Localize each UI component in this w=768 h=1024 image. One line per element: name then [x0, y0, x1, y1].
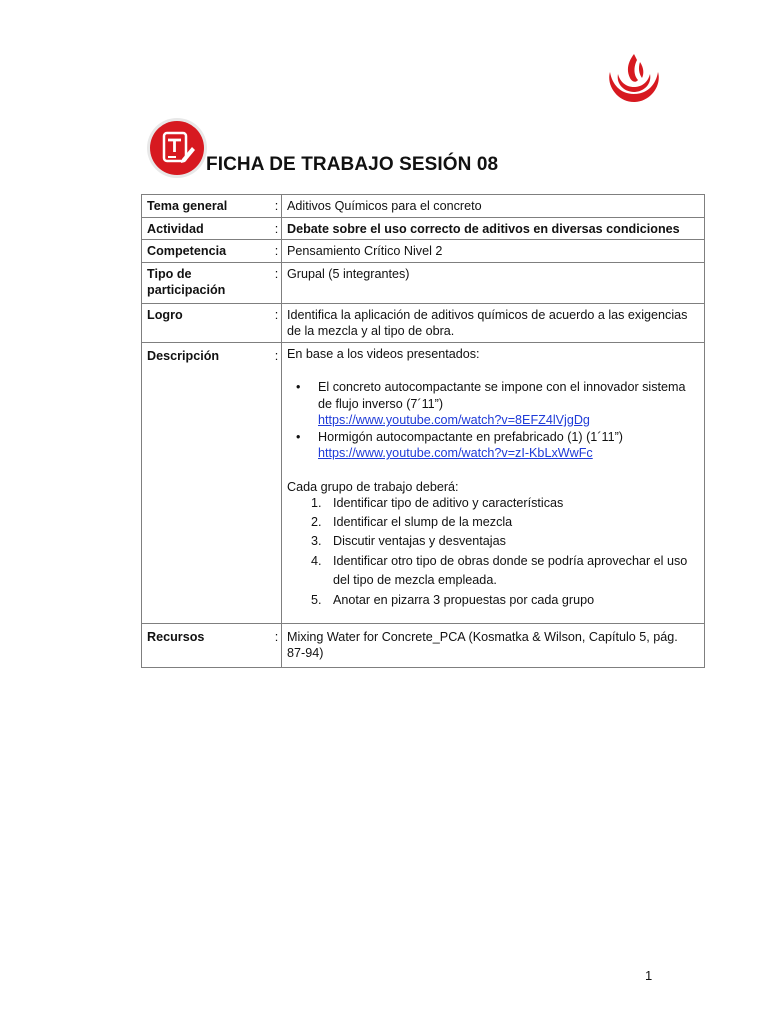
row-colon: : — [272, 303, 282, 342]
task-text: Identificar el slump de la mezcla — [333, 514, 513, 529]
list-item — [296, 429, 699, 462]
row-value: Grupal (5 integrantes) — [282, 262, 705, 303]
task-number: 5. — [311, 593, 322, 608]
table-row — [142, 262, 705, 303]
list-item — [311, 552, 699, 590]
task-number: 2. — [311, 514, 322, 529]
row-label: Logro — [142, 303, 273, 342]
table-row — [142, 303, 705, 342]
video-title: El concreto autocompactante se impone con el innovador sistema de flujo inverso (7´11”) — [318, 380, 686, 411]
task-number: 4. — [311, 553, 322, 568]
task-list — [287, 495, 699, 609]
bullet-icon: • — [296, 429, 301, 444]
task-number: 1. — [311, 496, 322, 510]
table-row — [142, 623, 705, 667]
row-colon: : — [272, 262, 282, 303]
row-colon: : — [272, 623, 282, 667]
page-title: FICHA DE TRABAJO SESIÓN 08 — [206, 154, 499, 175]
table-row — [142, 195, 705, 218]
list-item — [296, 379, 699, 429]
task-text: Identificar tipo de aditivo y características — [333, 496, 564, 510]
task-text: Discutir ventajas y desventajas — [333, 533, 506, 548]
table-row — [142, 217, 705, 240]
row-colon: : — [272, 342, 282, 623]
list-item — [311, 592, 699, 609]
row-label: Tema general — [142, 195, 273, 218]
session-info-table — [141, 194, 705, 668]
table-row — [142, 342, 705, 623]
description-intro: En base a los videos presentados: — [287, 346, 480, 361]
description-cell — [282, 342, 705, 623]
row-value: Identifica la aplicación de aditivos químicos de acuerdo a las exigencias de la mezcla y al tipo de obra. — [282, 303, 705, 342]
row-value: Pensamiento Crítico Nivel 2 — [282, 240, 705, 263]
video-link[interactable]: https://www.youtube.com/watch?v=zI-KbLxWwFc — [318, 446, 593, 460]
row-colon: : — [272, 217, 282, 240]
row-colon: : — [272, 240, 282, 263]
video-list — [287, 379, 699, 462]
bullet-icon: • — [296, 380, 301, 394]
row-colon: : — [272, 195, 282, 218]
task-text: Identificar otro tipo de obras donde se podría aprovechar el uso del tipo de mezcla empleada. — [333, 553, 688, 587]
document-pencil-icon — [146, 117, 208, 179]
page-number: 1 — [645, 968, 653, 983]
row-value: Mixing Water for Concrete_PCA (Kosmatka & Wilson, Capítulo 5, pág. 87-94) — [282, 623, 705, 667]
upc-flame-logo-icon — [604, 52, 664, 104]
video-title: Hormigón autocompactante en prefabricado (1) (1´11”) — [318, 429, 623, 444]
row-label: Recursos — [142, 623, 273, 667]
row-label: Descripción — [142, 342, 273, 623]
list-item — [311, 514, 699, 531]
video-link[interactable]: https://www.youtube.com/watch?v=8EFZ4lVjgDg — [318, 413, 590, 427]
tasks-intro: Cada grupo de trabajo deberá: — [287, 479, 459, 494]
table-row — [142, 240, 705, 263]
row-value: Aditivos Químicos para el concreto — [282, 195, 705, 218]
row-label: Competencia — [142, 240, 273, 263]
task-number: 3. — [311, 533, 322, 548]
task-text: Anotar en pizarra 3 propuestas por cada grupo — [333, 593, 595, 608]
row-value: Debate sobre el uso correcto de aditivos en diversas condiciones — [282, 217, 705, 240]
row-label: Actividad — [142, 217, 273, 240]
list-item — [311, 533, 699, 550]
list-item — [311, 495, 699, 512]
row-label: Tipo de participación — [142, 262, 273, 303]
